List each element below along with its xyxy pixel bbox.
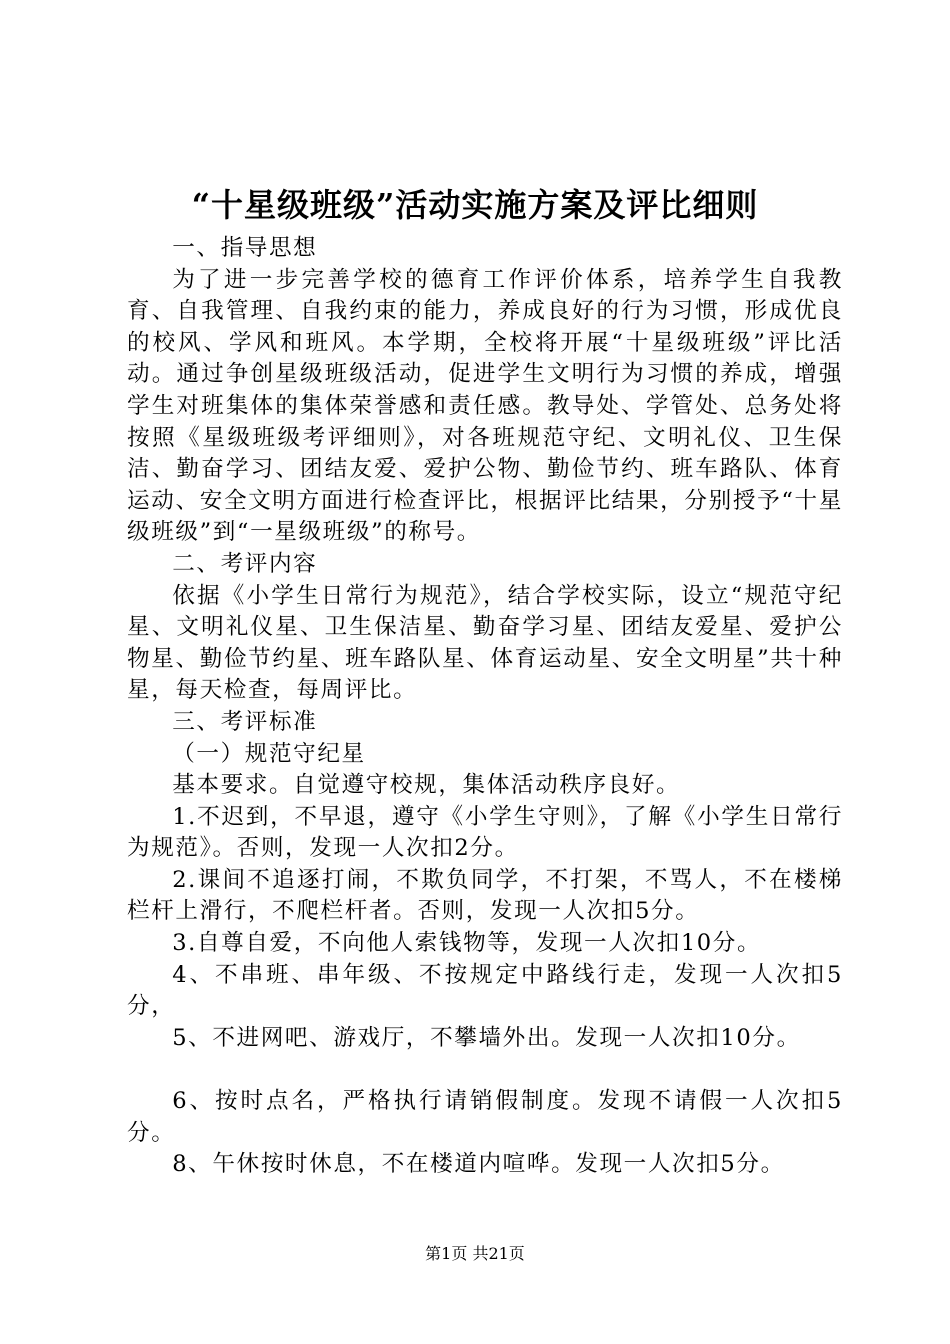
document-title: “十星级班级”活动实施方案及评比细则 [191,186,759,224]
paragraph-basic-requirement: 基本要求。自觉遵守校规，集体活动秩序良好。 [172,772,681,799]
document-body [127,233,843,1181]
rule-item-5: 5、不进网吧、游戏厅，不攀墙外出。发现一人次扣10分。 [172,1024,801,1051]
rule-item-6: 6、按时点名，严格执行请销假制度。发现不请假一人次扣5分。 [127,1088,843,1146]
section-heading-evaluation-standard: 三、考评标准 [172,708,318,735]
page-number-footer: 第1页 共21页 [425,1244,525,1263]
rule-item-2: 2.课间不追逐打闹，不欺负同学，不打架，不骂人，不在楼梯栏杆上滑行，不爬栏杆者。否则，发现一人次扣5分。 [127,866,843,925]
section-heading-guiding-ideology: 一、指导思想 [172,235,318,261]
section-heading-evaluation-content: 二、考评内容 [172,550,318,577]
rule-item-1: 1.不迟到，不早退，遵守《小学生守则》，了解《小学生日常行为规范》。否则，发现一人次扣2分。 [127,803,843,862]
rule-item-4: 4、不串班、串年级、不按规定中路线行走，发现一人次扣5分， [127,961,843,1020]
blank-line [127,1054,843,1086]
subsection-heading-discipline-star: （一）规范守纪星 [172,740,366,767]
paragraph-guiding-ideology: 为了进一步完善学校的德育工作评价体系，培养学生自我教育、自我管理、自我约束的能力，养成良好的行为习惯，形成优良的校风、学风和班风。本学期，全校将开展“十星级班级”评比活动。通过争创星级班级活动，促进学生文明行为习惯的养成，增强学生对班集体的集体荣誉感和责任感。教导处、学管处、总务处将按照《星级班级考评细则》，对各班规范守纪、文明礼仪、卫生保洁、勤奋学习、团结友爱、爱护公物、勤俭节约、班车路队、体育运动、安全文明方面进行检查评比，根据评比结果，分别授予“十星级班级”到“一星级班级”的称号。 [127,266,843,546]
paragraph-evaluation-content: 依据《小学生日常行为规范》，结合学校实际，设立“规范守纪星、文明礼仪星、卫生保洁星、勤奋学习星、团结友爱星、爱护公物星、勤俭节约星、班车路队星、体育运动星、安全文明星”共十种星，每天检查，每周评比。 [127,582,843,704]
rule-item-8: 8、午休按时休息，不在楼道内喧哗。发现一人次扣5分。 [172,1151,785,1178]
rule-item-3: 3.自尊自爱，不向他人索钱物等，发现一人次扣10分。 [172,930,762,957]
